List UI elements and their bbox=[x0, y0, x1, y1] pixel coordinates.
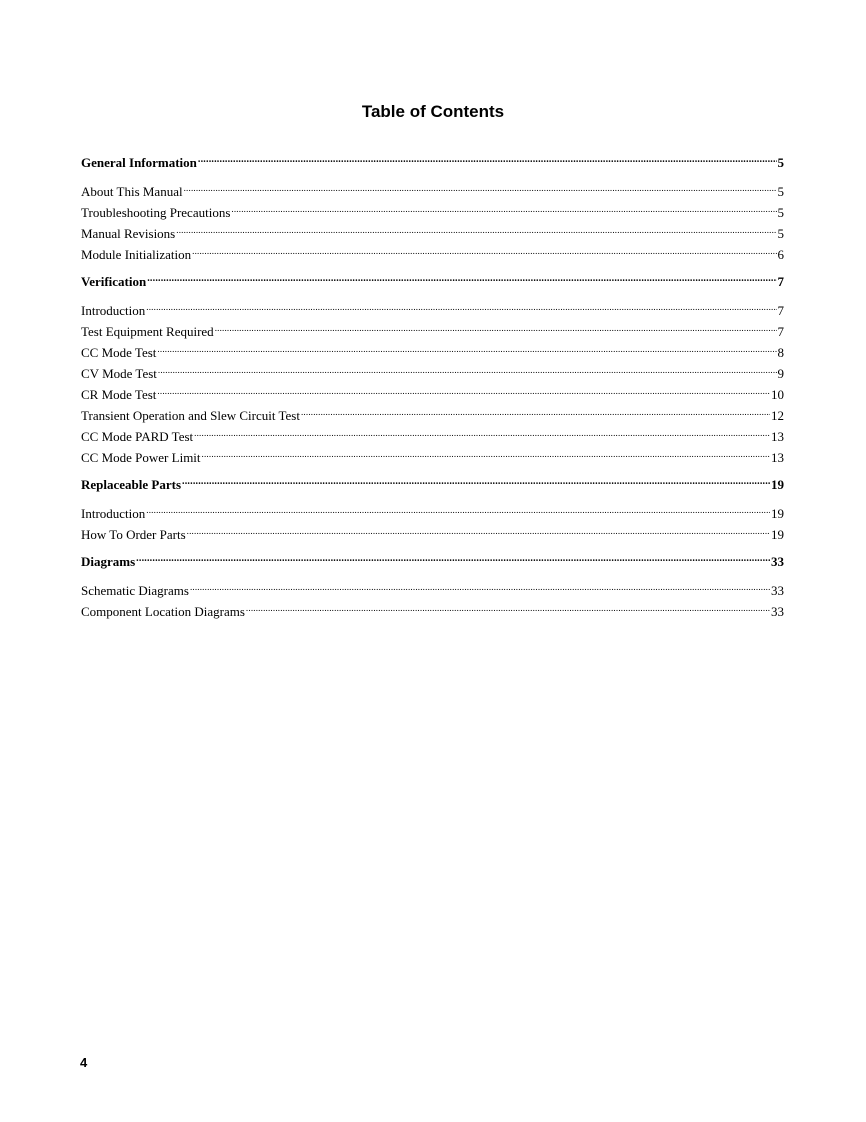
toc-heading[interactable] bbox=[81, 549, 784, 570]
toc-entry[interactable] bbox=[81, 403, 784, 424]
toc-entry[interactable] bbox=[81, 221, 784, 242]
toc-entry-label: Introduction bbox=[81, 506, 146, 521]
toc-entry-page: 10 bbox=[771, 387, 784, 402]
toc-entry-page: 5 bbox=[777, 226, 784, 241]
toc-entry-label: CC Mode Power Limit bbox=[81, 450, 201, 465]
dot-leader bbox=[146, 501, 770, 518]
toc-entry[interactable] bbox=[81, 361, 784, 382]
toc-entry[interactable] bbox=[81, 424, 784, 445]
toc-entry-page: 19 bbox=[771, 506, 784, 521]
dot-leader bbox=[146, 298, 776, 315]
toc-heading-page: 5 bbox=[777, 155, 784, 170]
toc-entry[interactable] bbox=[81, 298, 784, 319]
dot-leader bbox=[192, 242, 776, 259]
toc-entry-label: Module Initialization bbox=[81, 247, 192, 262]
toc-entry-page: 7 bbox=[777, 324, 784, 339]
toc-heading[interactable] bbox=[81, 150, 784, 171]
toc-entry[interactable] bbox=[81, 599, 784, 620]
dot-leader bbox=[246, 599, 770, 616]
dot-leader bbox=[184, 179, 777, 196]
toc-entry-label: Introduction bbox=[81, 303, 146, 318]
toc-entry-page: 12 bbox=[771, 408, 784, 423]
dot-leader bbox=[157, 382, 770, 399]
toc-entry[interactable] bbox=[81, 501, 784, 522]
toc-entry-page: 13 bbox=[771, 450, 784, 465]
toc-entry-page: 13 bbox=[771, 429, 784, 444]
toc-heading-page: 33 bbox=[771, 554, 784, 569]
toc-entry[interactable] bbox=[81, 340, 784, 361]
toc-entry[interactable] bbox=[81, 578, 784, 599]
toc-entry-label: CV Mode Test bbox=[81, 366, 157, 381]
toc-entry[interactable] bbox=[81, 242, 784, 263]
dot-leader bbox=[231, 200, 776, 217]
toc-section-replaceable-parts bbox=[81, 472, 784, 543]
dot-leader bbox=[198, 150, 777, 167]
toc-section-verification bbox=[81, 269, 784, 466]
toc-entry-page: 5 bbox=[777, 184, 784, 199]
toc-heading[interactable] bbox=[81, 269, 784, 290]
dot-leader bbox=[215, 319, 777, 336]
toc-entry-label: CC Mode PARD Test bbox=[81, 429, 194, 444]
toc-entry[interactable] bbox=[81, 522, 784, 543]
toc-entry-page: 7 bbox=[777, 303, 784, 318]
toc-entry-page: 19 bbox=[771, 527, 784, 542]
toc-entry-label: CC Mode Test bbox=[81, 345, 157, 360]
toc-entry-page: 6 bbox=[777, 247, 784, 262]
toc-entry-label: How To Order Parts bbox=[81, 527, 186, 542]
toc-entry-label: About This Manual bbox=[81, 184, 183, 199]
toc-entry-page: 8 bbox=[777, 345, 784, 360]
toc-entry-page: 5 bbox=[777, 205, 784, 220]
toc-heading-page: 7 bbox=[777, 274, 784, 289]
toc-entry[interactable] bbox=[81, 179, 784, 200]
toc-heading-label: Diagrams bbox=[81, 554, 136, 569]
toc-entry-page: 9 bbox=[777, 366, 784, 381]
toc-heading[interactable] bbox=[81, 472, 784, 493]
dot-leader bbox=[157, 340, 776, 357]
toc-heading-label: Replaceable Parts bbox=[81, 477, 182, 492]
toc-section-diagrams bbox=[81, 549, 784, 620]
toc-entry-label: Component Location Diagrams bbox=[81, 604, 245, 619]
toc-entry[interactable] bbox=[81, 382, 784, 403]
dot-leader bbox=[158, 361, 777, 378]
toc-entry-label: Troubleshooting Precautions bbox=[81, 205, 231, 220]
toc-section-general-information bbox=[81, 150, 784, 263]
dot-leader bbox=[136, 549, 770, 566]
toc-entry[interactable] bbox=[81, 445, 784, 466]
page-number: 4 bbox=[80, 1055, 88, 1070]
dot-leader bbox=[202, 445, 770, 462]
toc-heading-label: Verification bbox=[81, 274, 147, 289]
dot-leader bbox=[147, 269, 776, 286]
toc-entry-label: Test Equipment Required bbox=[81, 324, 214, 339]
dot-leader bbox=[190, 578, 770, 595]
toc-entry-page: 33 bbox=[771, 604, 784, 619]
toc-heading-page: 19 bbox=[771, 477, 784, 492]
toc-entry-page: 33 bbox=[771, 583, 784, 598]
toc-entry-label: Transient Operation and Slew Circuit Test bbox=[81, 408, 300, 423]
page-title: Table of Contents bbox=[361, 102, 505, 121]
dot-leader bbox=[176, 221, 776, 238]
toc-heading-label: General Information bbox=[81, 155, 197, 170]
dot-leader bbox=[194, 424, 770, 441]
toc-entry[interactable] bbox=[81, 319, 784, 340]
toc-entry-label: CR Mode Test bbox=[81, 387, 157, 402]
dot-leader bbox=[301, 403, 770, 420]
toc-entry[interactable] bbox=[81, 200, 784, 221]
toc-entry-label: Schematic Diagrams bbox=[81, 583, 189, 598]
dot-leader bbox=[182, 472, 770, 489]
dot-leader bbox=[187, 522, 770, 539]
toc-entry-label: Manual Revisions bbox=[81, 226, 176, 241]
table-of-contents bbox=[81, 150, 784, 626]
